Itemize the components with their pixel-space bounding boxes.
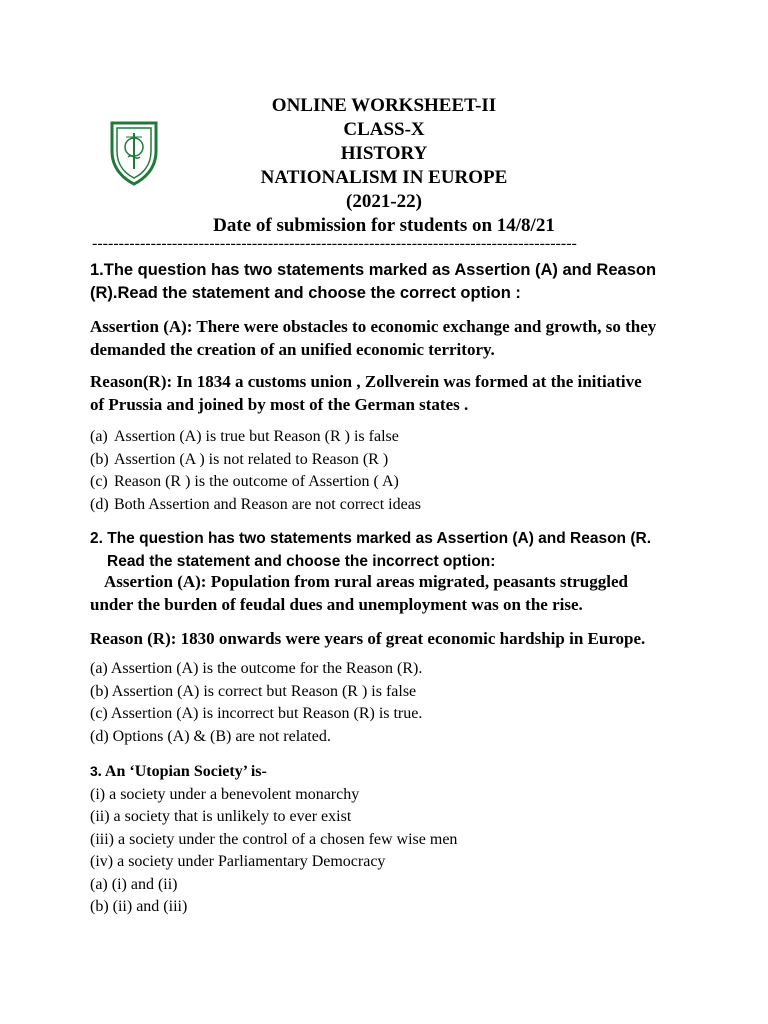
q2-stem-line1: 2. The question has two statements marked as Assertion (A) and Reason (R.: [90, 530, 651, 547]
q1-assertion-line1: Assertion (A): There were obstacles to economic exchange and growth, so they: [90, 317, 657, 336]
q1-option-c: [90, 471, 690, 494]
q2-stem: [90, 527, 690, 573]
q2-reason-text: Reason (R): 1830 onwards were years of great economic hardship in Europe.: [90, 629, 646, 648]
q1-reason-line1: Reason(R): In 1834 a customs union , Zollverein was formed at the initiative: [90, 372, 642, 391]
q3-item-ii: (ii) a society that is unlikely to ever exist: [90, 808, 352, 825]
q1-option-d-label: (d): [90, 495, 109, 513]
subject-label: HISTORY: [340, 143, 428, 164]
q3-item-iv: (iv) a society under Parliamentary Democracy: [90, 853, 386, 870]
q1-stem-line2: (R).Read the statement and choose the correct option :: [90, 284, 521, 302]
q1-option-c-label: (c): [90, 473, 108, 490]
q1-reason: [90, 370, 690, 416]
q1-option-b: [90, 449, 690, 472]
q1-option-d-text: Both Assertion and Reason are not correct ideas: [114, 495, 422, 513]
q3: [90, 760, 690, 919]
worksheet-title: ONLINE WORKSHEET-II: [271, 95, 497, 116]
q3-number: 3: [90, 763, 98, 779]
class-label: CLASS-X: [343, 119, 425, 140]
q1-assertion-line2: demanded the creation of an unified economic territory.: [90, 340, 495, 359]
q3-option-a: (a) (i) and (ii): [90, 875, 178, 893]
q3-stem: [90, 760, 690, 784]
q1-option-b-text: Assertion (A ) is not related to Reason (R ): [114, 450, 389, 468]
q2-assertion: [90, 570, 690, 616]
q2-option-d: (d) Options (A) & (B) are not related.: [90, 727, 331, 745]
q2-option-a: (a) Assertion (A) is the outcome for the Reason (R).: [90, 660, 423, 677]
q2-assertion-line2: under the burden of feudal dues and unemployment was on the rise.: [90, 595, 583, 614]
q2-options: [90, 658, 690, 748]
q2-option-b: (b) Assertion (A) is correct but Reason (R ) is false: [90, 682, 417, 700]
q2-reason: [90, 627, 690, 650]
chapter-title: NATIONALISM IN EUROPE: [260, 167, 508, 188]
q1-options: [90, 426, 690, 516]
q1-stem: [90, 259, 690, 305]
q3-option-b: (b) (ii) and (iii): [90, 898, 188, 915]
q2-assertion-line1: Assertion (A): Population from rural areas migrated, peasants struggled: [104, 572, 628, 591]
q1-option-a-label: (a): [90, 428, 108, 445]
q3-item-i: (i) a society under a benevolent monarchy: [90, 785, 360, 803]
school-emblem-logo: [106, 117, 162, 187]
q1-option-d: [90, 494, 690, 517]
q3-item-iii: (iii) a society under the control of a chosen few wise men: [90, 830, 458, 848]
q1-reason-line2: of Prussia and joined by most of the German states .: [90, 395, 469, 414]
q1-assertion: [90, 315, 690, 361]
q3-stem-text: . An ‘Utopian Society’ is-: [97, 763, 267, 780]
q1-option-a: [90, 426, 690, 449]
q1-option-c-text: Reason (R ) is the outcome of Assertion ( A): [114, 473, 399, 490]
q2-stem-line2: Read the statement and choose the incorrect option:: [107, 553, 496, 570]
q1-option-a-text: Assertion (A) is true but Reason (R ) is false: [114, 428, 399, 445]
session-year: (2021-22): [346, 191, 422, 212]
submission-date: Date of submission for students on 14/8/21: [213, 215, 555, 236]
q1-stem-line1: 1.The question has two statements marked as Assertion (A) and Reason: [90, 261, 657, 279]
q1-option-b-label: (b): [90, 450, 109, 468]
q2-option-c: (c) Assertion (A) is incorrect but Reason (R) is true.: [90, 705, 423, 722]
separator-line: -------------------------------------------------------------------------------------------: [92, 236, 577, 252]
